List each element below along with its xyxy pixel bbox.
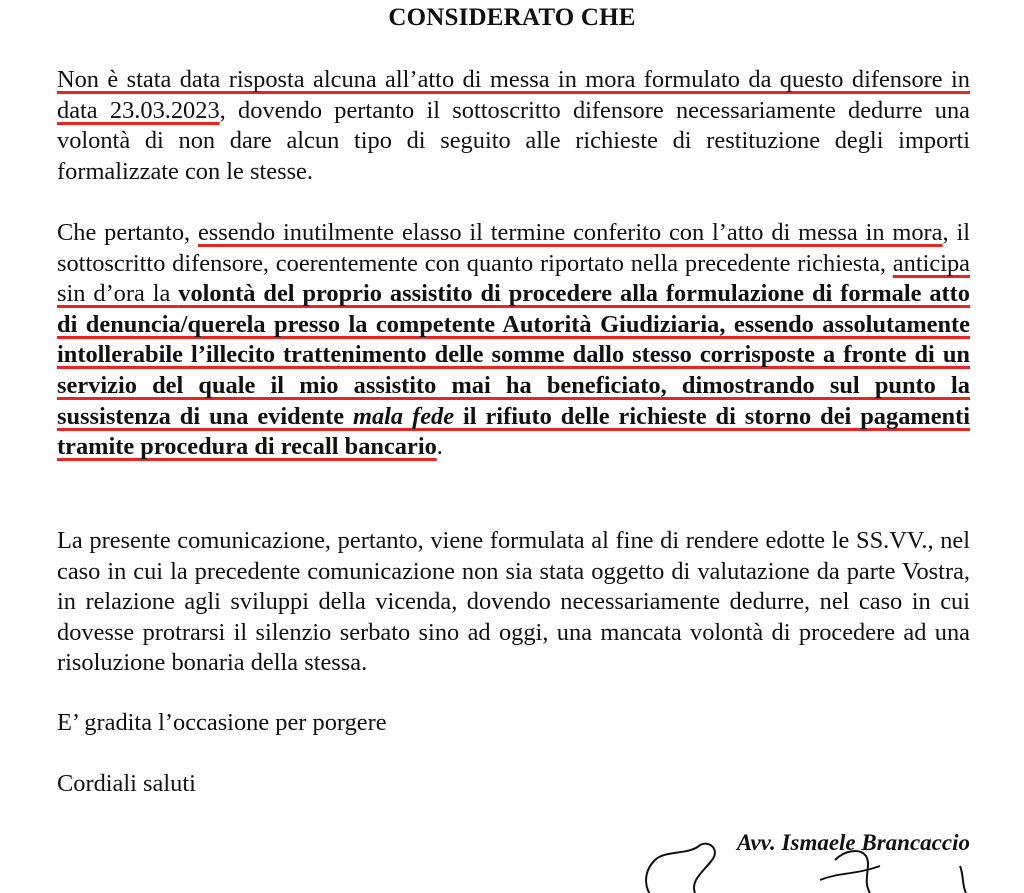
paragraph-messa-in-mora bbox=[57, 65, 970, 187]
signature-name: Avv. Ismaele Brancaccio bbox=[736, 830, 970, 855]
paragraph-text: , il sottoscritto difensore, coerentemente con quanto riportato nella precedente richiesta, bbox=[57, 219, 971, 277]
underlined-text: anticipa sin d’ora la bbox=[57, 249, 970, 308]
greeting: Cordiali saluti bbox=[57, 770, 196, 797]
paragraph-text: . bbox=[436, 433, 443, 461]
document-heading: CONSIDERATO CHE bbox=[388, 4, 636, 31]
underlined-text: Non è stata data risposta alcuna all’atto di messa in mora formulato da questo difensore in data 23.03.2023 bbox=[57, 66, 970, 124]
paragraph-comunicazione: La presente comunicazione, pertanto, viene formulata al fine di rendere edotte le SS.VV., nel caso in cui la precedente comunicazione non sia stata oggetto di valutazione da parte Vostra, in relazione agli sviluppi della vicenda, dovendo necessariamente dedurre, nel caso in cui dovesse protrarsi il silenzio serbato sino ad oggi, una mancata volontà di procedere ad una risoluzione bonaria della stessa. bbox=[57, 527, 970, 677]
paragraph-text: Che pertanto, bbox=[57, 219, 198, 246]
underlined-bold-text: volontà del proprio assistito di procedere alla formulazione di formale atto di denuncia/querela presso la competente Autorità Giudiziaria, essendo assolutamente intollerabile l’illecito trattenimento delle somme dallo stesso corrisposte a fronte di un servizio del quale il mio assistito mai ha beneficiato, dimostrando sul punto la sussistenza di una evidente bbox=[57, 280, 970, 430]
closing-line: E’ gradita l’occasione per porgere bbox=[57, 709, 387, 736]
paragraph-denuncia bbox=[57, 218, 970, 463]
underlined-bold-italic-text: mala fede bbox=[352, 402, 455, 430]
underlined-bold-text: il rifiuto delle richieste di storno dei pagamenti tramite procedura di recall bancario bbox=[57, 402, 970, 461]
underlined-text: essendo inutilmente elasso il termine conferito con l’atto di messa in mora bbox=[197, 219, 943, 246]
paragraph-text: , dovendo pertanto il sottoscritto difensore necessariamente dedurre una volontà di non dare alcun tipo di seguito alle richieste di restituzione degli importi formalizzate con le stesse. bbox=[57, 96, 970, 185]
